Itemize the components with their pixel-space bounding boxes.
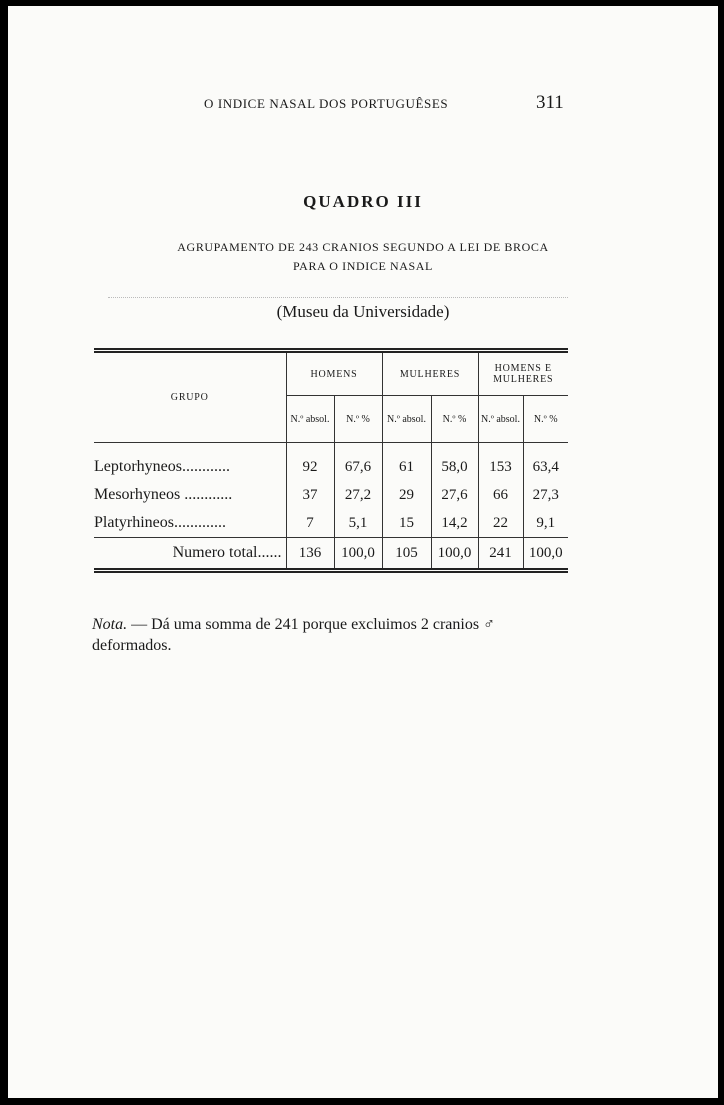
table-cell: 7 [286,509,334,538]
sub-header: N.º % [431,396,478,443]
table-row [94,453,568,481]
table-title: QUADRO III [303,192,423,211]
table-cell: 241 [478,538,523,571]
table-cell: 37 [286,481,334,509]
running-head [8,94,718,114]
total-label: Numero total...... [94,538,286,571]
table-cell: 61 [382,453,431,481]
table-cell: 105 [382,538,431,571]
table-source: (Museu da Universidade) [276,302,450,321]
divider [108,297,568,298]
table-cell: 100,0 [523,538,568,571]
row-label: Mesorhyneos ............ [94,481,286,509]
table-cell: 63,4 [532,458,559,475]
sub-header: N.º absol. [382,396,431,443]
footnote [92,614,576,656]
page [8,6,718,1098]
sub-header: N.º % [523,396,568,443]
table-cell: 14,2 [431,509,478,538]
row-label: Platyrhineos............. [94,509,286,538]
total-row [94,538,568,571]
table-cell: 136 [286,538,334,571]
table-cell: 29 [382,481,431,509]
table-cell: 100,0 [334,538,382,571]
table-cell: 9,1 [536,514,556,531]
footnote-lead: Nota. [92,616,128,633]
table-cell: 27,2 [334,481,382,509]
sub-header: N.º % [334,396,382,443]
table-row [94,481,568,509]
table-cell: 5,1 [334,509,382,538]
table-subtitle-line-2: PARA O INDICE NASAL [293,259,433,273]
group-header: GRUPO [94,351,286,443]
table-subtitle-line-1: AGRUPAMENTO DE 243 CRANIOS SEGUNDO A LEI DE BROCA [177,240,549,254]
table-cell: 92 [286,453,334,481]
table-row [94,509,568,538]
table-cell: 15 [382,509,431,538]
column-group-mulheres: MULHERES [382,351,478,396]
table-cell: 100,0 [431,538,478,571]
footnote-text: — Dá uma somma de 241 porque excluimos 2 cranios ♂ deformados. [92,616,496,654]
table-cell: 153 [478,453,523,481]
running-title: O INDICE NASAL DOS PORTUGUÊSES [204,96,449,111]
table-cell: 27,3 [532,486,559,503]
row-label: Leptorhyneos............ [94,453,286,481]
column-group-homens: HOMENS [286,351,382,396]
table-cell: 22 [478,509,523,538]
data-table [94,348,568,573]
table-cell: 27,6 [431,481,478,509]
table-cell: 66 [478,481,523,509]
table-cell: 67,6 [334,453,382,481]
page-number: 311 [536,92,564,113]
sub-header: N.º absol. [478,396,523,443]
sub-header: N.º absol. [286,396,334,443]
column-group-homens-e-mulheres: HOMENS E MULHERES [478,351,568,396]
table-cell: 58,0 [431,453,478,481]
